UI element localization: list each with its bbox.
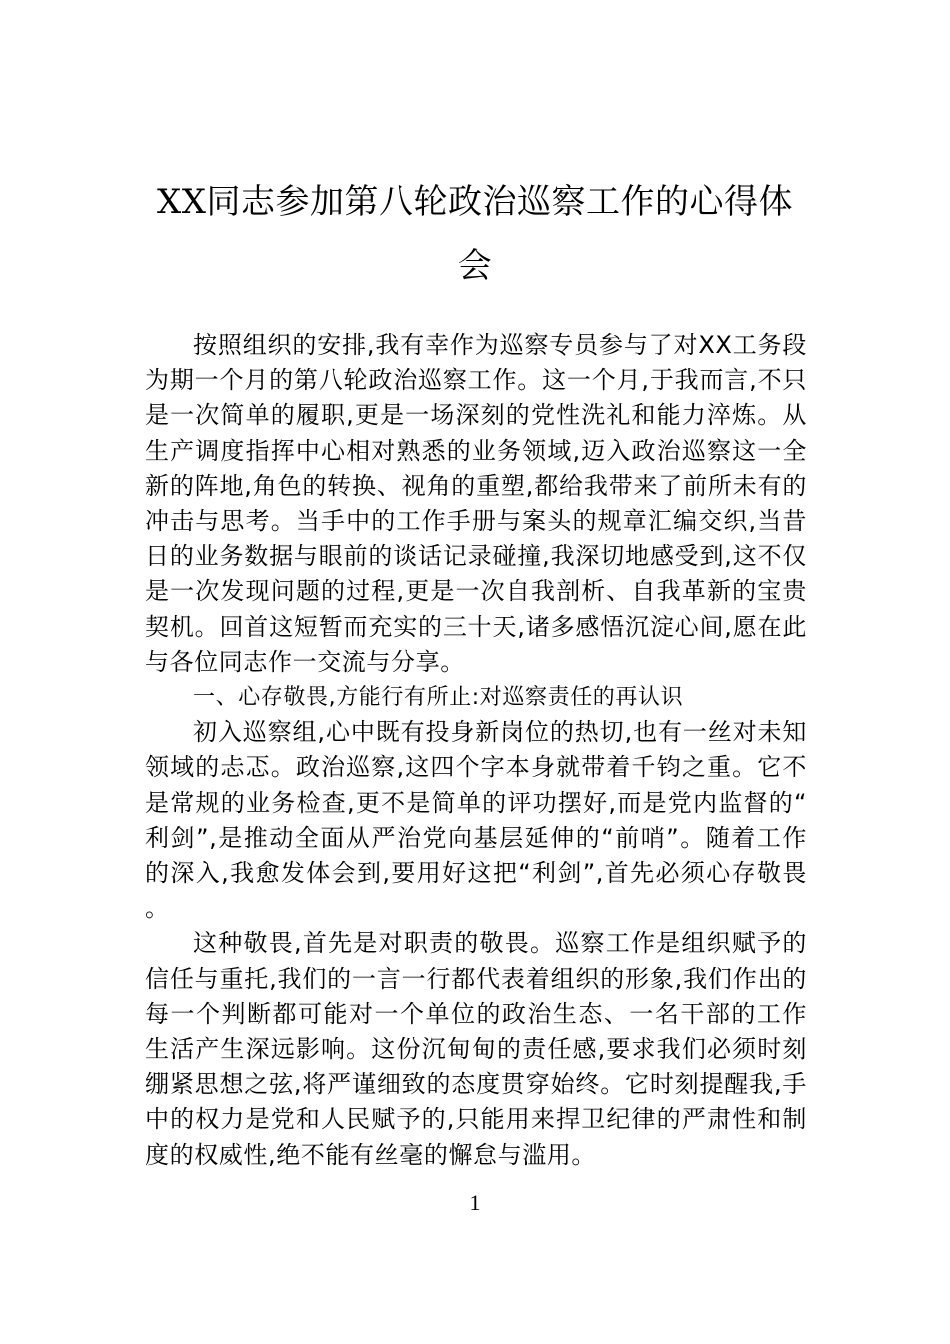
document-title: XX同志参加第八轮政治巡察工作的心得体会 — [157, 182, 793, 286]
page-number: 1 — [469, 1190, 481, 1215]
paragraph-section-1-a: 初入巡察组,心中既有投身新岗位的热切,也有一丝对未知领域的忐忑。政治巡察,这四个字本身就带着千钧之重。它不是常规的业务检查,更不是简单的评功摆好,而是党内监督的“利剑”,是推动全面从严治党向基层延伸的“前哨”。随着工作的深入,我愈发体会到,要用好这把“利剑”,首先必须心存敬畏。 — [145, 718, 807, 923]
document-body — [145, 328, 807, 1173]
section-heading-1: 一、心存敬畏,方能行有所止:对巡察责任的再认识 — [193, 685, 684, 711]
paragraph-section-1-b: 这种敬畏,首先是对职责的敬畏。巡察工作是组织赋予的信任与重托,我们的一言一行都代表着组织的形象,我们作出的每一个判断都可能对一个单位的政治生态、一名干部的工作生活产生深远影响。这份沉甸甸的责任感,要求我们必须时刻绷紧思想之弦,将严谨细致的态度贯穿始终。它时刻提醒我,手中的权力是党和人民赋予的,只能用来捍卫纪律的严肃性和制度的权威性,绝不能有丝毫的懈怠与滥用。 — [145, 929, 807, 1169]
paragraph-intro: 按照组织的安排,我有幸作为巡察专员参与了对XX工务段为期一个月的第八轮政治巡察工作。这一个月,于我而言,不只是一次简单的履职,更是一场深刻的党性洗礼和能力淬炼。从生产调度指挥中心相对熟悉的业务领域,迈入政治巡察这一全新的阵地,角色的转换、视角的重塑,都给我带来了前所未有的冲击与思考。当手中的工作手册与案头的规章汇编交织,当昔日的业务数据与眼前的谈话记录碰撞,我深切地感受到,这不仅是一次发现问题的过程,更是一次自我剖析、自我革新的宝贵契机。回首这短暂而充实的三十天,诸多感悟沉淀心间,愿在此与各位同志作一交流与分享。 — [145, 331, 807, 676]
